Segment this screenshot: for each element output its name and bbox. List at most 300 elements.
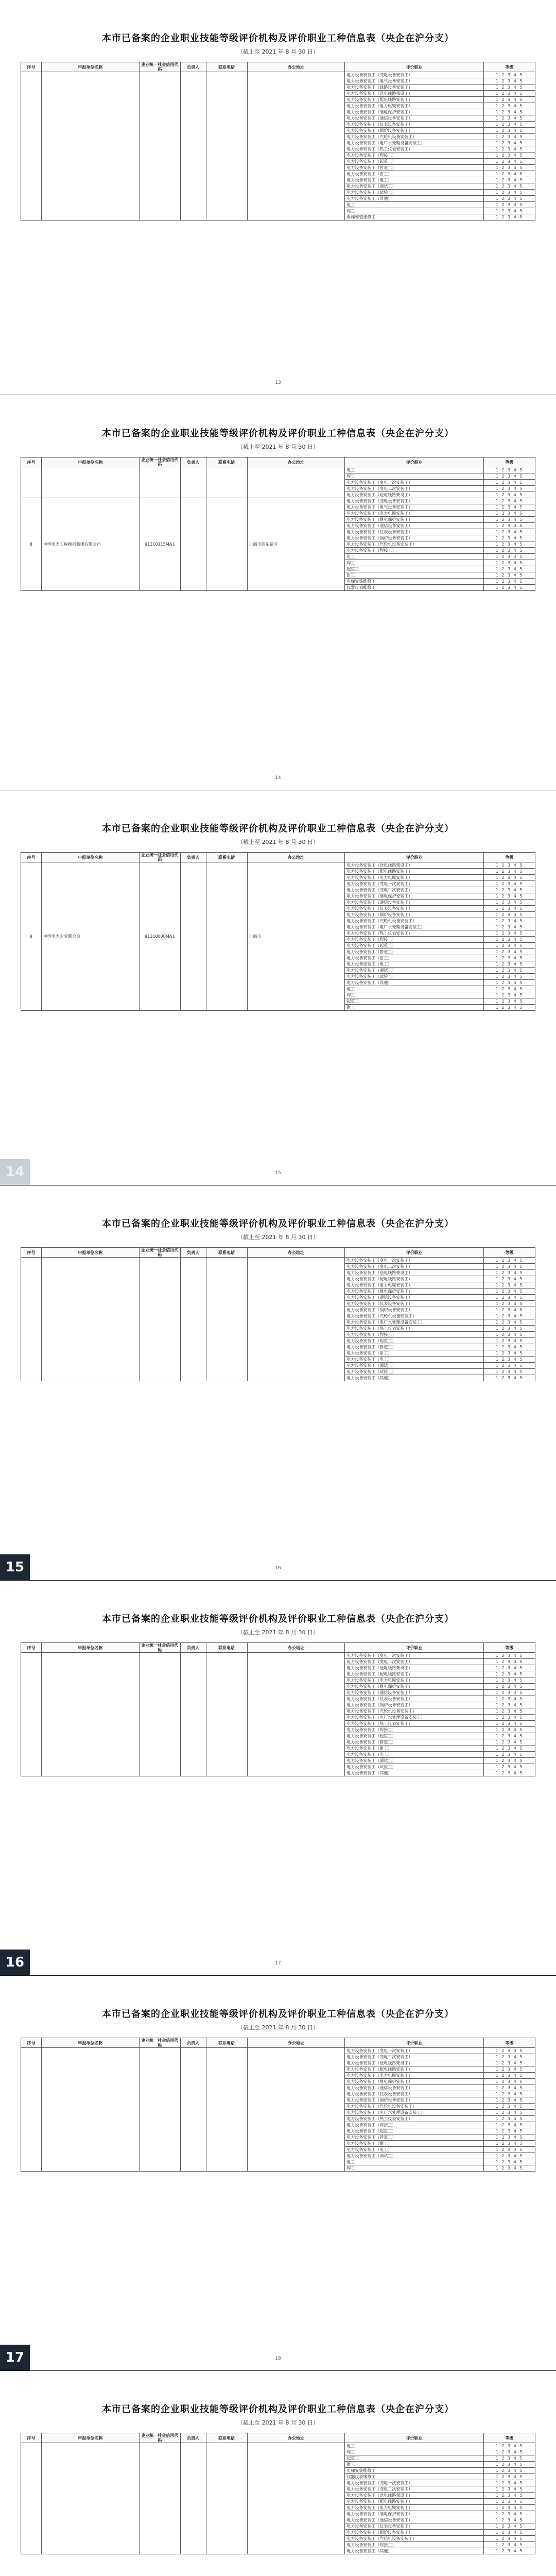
job-cell: 电力设备安装工（送电线路架设工）	[345, 2060, 484, 2066]
job-cell: 电力设备安装工（电力电缆安装工）	[345, 2073, 484, 2079]
level-cell: 1 2 3 4 5	[484, 523, 535, 529]
job-cell: 电力设备安装工（继电保护安装工）	[345, 1684, 484, 1690]
level-cell: 1 2 3 4 5	[484, 72, 535, 78]
org-name-cell: 中国电力企业联合会	[41, 862, 139, 1011]
address-cell	[247, 1258, 345, 1381]
job-cell: 电力设备安装工（变电二次安装工）	[345, 887, 484, 893]
level-cell: 1 2 3 4 5	[484, 183, 535, 190]
date-note: （截止至 2021 年 8 月 30 日）	[237, 2024, 319, 2031]
job-cell: 电力设备安装工（仪表设备安装工）	[345, 1696, 484, 1702]
job-cell: 焊工	[345, 208, 484, 214]
column-header: 办公地址	[247, 1248, 345, 1258]
job-cell: 电力设备安装工（调试工）	[345, 1363, 484, 1369]
level-cell: 1 2 3 4 5	[484, 1319, 535, 1326]
page-title: 本市已备案的企业职业技能等级评价机构及评价职业工种信息表（央企在沪分支）	[102, 823, 454, 834]
seq-cell: 8	[21, 498, 42, 591]
job-cell: 电力设备安装工（焊接工）	[345, 937, 484, 943]
seq-cell	[21, 1258, 42, 1381]
column-header: 企业统一社会信用代码	[139, 62, 180, 72]
job-cell: 电力设备安装工（汽轮机设备安装工）	[345, 1313, 484, 1319]
level-cell: 1 2 3 4 5	[484, 529, 535, 535]
level-cell: 1 2 3 4 5	[484, 1258, 535, 1264]
level-cell: 1 2 3 4 5	[484, 122, 535, 128]
level-cell: 1 2 3 4 5	[484, 986, 535, 992]
job-cell: 电力设备安装工（锅炉设备安装工）	[345, 1702, 484, 1708]
job-cell: 电力设备安装工（变电一次安装工）	[345, 1653, 484, 1659]
job-cell: 电力设备安装工（送电线路架设工）	[345, 862, 484, 869]
level-cell: 1 2 3 4 5	[484, 924, 535, 930]
column-header: 负责人	[180, 457, 206, 467]
page-title: 本市已备案的企业职业技能等级评价机构及评价职业工种信息表（央企在沪分支）	[102, 2009, 454, 2020]
info-table	[21, 1642, 535, 1776]
level-cell: 1 2 3 4 5	[484, 1301, 535, 1307]
level-cell: 1 2 3 4 5	[484, 918, 535, 924]
credit-code-cell	[139, 72, 180, 221]
info-table	[21, 62, 535, 221]
level-cell: 1 2 3 4 5	[484, 2153, 535, 2159]
job-cell: 电梯安装维修工	[345, 214, 484, 221]
page-number: 15	[275, 1171, 281, 1176]
column-header: 企业统一社会信用代码	[139, 1643, 180, 1653]
job-cell: 钳工	[345, 572, 484, 579]
level-cell: 1 2 3 4 5	[484, 2542, 535, 2548]
job-cell: 电力设备安装工（汽轮机设备安装工）	[345, 1708, 484, 1715]
job-cell: 电力设备安装工（变电二次安装工）	[345, 2486, 484, 2493]
level-cell: 1 2 3 4 5	[484, 2159, 535, 2165]
level-cell: 1 2 3 4 5	[484, 171, 535, 177]
column-header: 序号	[21, 1643, 42, 1653]
job-cell: 电力设备安装工（焊接工）	[345, 1727, 484, 1733]
job-cell: 电力设备安装工（电力电缆安装工）	[345, 875, 484, 881]
level-cell: 1 2 3 4 5	[484, 2443, 535, 2449]
level-cell: 1 2 3 4 5	[484, 1289, 535, 1295]
level-cell: 1 2 3 4 5	[484, 2480, 535, 2486]
job-cell: 电力设备安装工（变电二次安装工）	[345, 486, 484, 492]
page-title: 本市已备案的企业职业技能等级评价机构及评价职业工种信息表（央企在沪分支）	[102, 1614, 454, 1624]
credit-code-cell	[139, 1258, 180, 1381]
level-cell: 1 2 3 4 5	[484, 900, 535, 906]
level-cell: 1 2 3 4 5	[484, 2128, 535, 2134]
level-cell: 1 2 3 4 5	[484, 887, 535, 893]
level-cell: 1 2 3 4 5	[484, 1758, 535, 1764]
job-cell: 电力设备安装工（仪表设备安装工）	[345, 2091, 484, 2097]
level-cell: 1 2 3 4 5	[484, 1770, 535, 1776]
level-cell: 1 2 3 4 5	[484, 881, 535, 887]
job-cell: 电力设备安装工（电厂水处理设备安装工）	[345, 1715, 484, 1721]
page-number: 16	[275, 1566, 281, 1571]
column-header: 联系电话	[206, 457, 247, 467]
level-cell: 1 2 3 4 5	[484, 2116, 535, 2122]
column-header: 联系电话	[206, 62, 247, 72]
level-cell: 1 2 3 4 5	[484, 97, 535, 103]
job-cell: 电力设备安装工（热工仪表安装工）	[345, 2116, 484, 2122]
job-cell: 电力设备安装工（热工仪表安装工）	[345, 1721, 484, 1727]
level-cell: 1 2 3 4 5	[484, 980, 535, 986]
level-cell: 1 2 3 4 5	[484, 968, 535, 974]
page-title: 本市已备案的企业职业技能等级评价机构及评价职业工种信息表（央企在沪分支）	[102, 428, 454, 439]
job-cell: 电力设备安装工（配电线路安装工）	[345, 869, 484, 875]
level-cell: 1 2 3 4 5	[484, 2141, 535, 2147]
level-cell: 1 2 3 4 5	[484, 196, 535, 202]
level-cell: 1 2 3 4 5	[484, 2536, 535, 2542]
level-cell: 1 2 3 4 5	[484, 949, 535, 955]
level-cell: 1 2 3 4 5	[484, 190, 535, 196]
job-cell: 电工	[345, 986, 484, 992]
level-cell: 1 2 3 4 5	[484, 1727, 535, 1733]
job-cell: 电力设备安装工（继电保护安装工）	[345, 1289, 484, 1295]
job-cell: 电力设备安装工（电厂水处理设备安装工）	[345, 924, 484, 930]
job-cell: 电力设备安装工（配电线路安装工）	[345, 97, 484, 103]
column-header: 申报单位名称	[41, 2038, 139, 2048]
column-header: 企业统一社会信用代码	[139, 2433, 180, 2443]
page-number: 13	[275, 380, 281, 385]
level-cell: 1 2 3 4 5	[484, 480, 535, 486]
page-badge: 17	[0, 2345, 30, 2370]
job-cell: 电力设备安装工（钳工）	[345, 2141, 484, 2147]
job-cell: 电力设备安装工（继电保护安装工）	[345, 517, 484, 523]
job-cell: 电力设备安装工（电力电缆安装工）	[345, 1282, 484, 1289]
job-cell: 电工	[345, 202, 484, 208]
level-cell: 1 2 3 4 5	[484, 1276, 535, 1282]
level-cell: 1 2 3 4 5	[484, 1696, 535, 1702]
table-header-row	[21, 1248, 535, 1258]
page-number: 14	[275, 775, 281, 781]
job-cell: 电力设备安装工（送电线路架设工）	[345, 2493, 484, 2499]
column-header: 等级	[484, 853, 535, 862]
level-cell: 1 2 3 4 5	[484, 1005, 535, 1011]
job-cell: 电工	[345, 554, 484, 560]
level-cell: 1 2 3 4 5	[484, 2486, 535, 2493]
level-cell: 1 2 3 4 5	[484, 1665, 535, 1671]
level-cell: 1 2 3 4 5	[484, 1332, 535, 1338]
job-cell: 电力设备安装工（起重工）	[345, 2128, 484, 2134]
contact-cell	[180, 498, 206, 591]
level-cell: 1 2 3 4 5	[484, 2073, 535, 2079]
document-page	[0, 395, 556, 790]
job-cell: 电力设备安装工（试验工）	[345, 974, 484, 980]
level-cell: 1 2 3 4 5	[484, 2499, 535, 2505]
seq-cell: 9	[21, 862, 42, 1011]
job-cell: 电力设备安装工（钳工）	[345, 171, 484, 177]
job-cell: 电力设备安装工（送电线路架设工）	[345, 91, 484, 97]
phone-cell	[206, 1258, 247, 1381]
job-cell: 电力设备安装工（起重工）	[345, 1733, 484, 1739]
level-cell: 1 2 3 4 5	[484, 486, 535, 492]
contact-cell	[180, 1258, 206, 1381]
job-cell: 电工	[345, 2159, 484, 2165]
level-cell: 1 2 3 4 5	[484, 517, 535, 523]
job-cell: 电力设备安装工（电工）	[345, 1357, 484, 1363]
credit-code-cell	[139, 1653, 180, 1776]
job-cell: 电力设备安装工（汽轮机设备安装工）	[345, 918, 484, 924]
column-header: 负责人	[180, 853, 206, 862]
column-header: 负责人	[180, 2433, 206, 2443]
level-cell: 1 2 3 4 5	[484, 1764, 535, 1770]
job-cell: 电力设备安装工（热工仪表安装工）	[345, 146, 484, 152]
phone-cell	[206, 2048, 247, 2172]
job-cell: 电力设备安装工（电厂水处理设备安装工）	[345, 1319, 484, 1326]
level-cell: 1 2 3 4 5	[484, 202, 535, 208]
table-header-row	[21, 2433, 535, 2443]
job-cell: 电力设备安装工（调试工）	[345, 183, 484, 190]
job-cell: 电力设备安装工（管道工）	[345, 165, 484, 171]
page-title: 本市已备案的企业职业技能等级评价机构及评价职业工种信息表（央企在沪分支）	[102, 2404, 454, 2415]
level-cell: 1 2 3 4 5	[484, 2548, 535, 2554]
column-header: 序号	[21, 457, 42, 467]
column-header: 申报单位名称	[41, 62, 139, 72]
job-cell: 电力设备安装工（试验工）	[345, 1764, 484, 1770]
level-cell: 1 2 3 4 5	[484, 159, 535, 165]
column-header: 申报单位名称	[41, 2433, 139, 2443]
job-cell: 电力设备安装工（管道工）	[345, 2134, 484, 2141]
column-header: 负责人	[180, 2038, 206, 2048]
address-cell	[247, 2048, 345, 2172]
column-header: 申报单位名称	[41, 853, 139, 862]
level-cell: 1 2 3 4 5	[484, 2060, 535, 2066]
job-cell: 电力设备安装工（焊接工）	[345, 152, 484, 159]
level-cell: 1 2 3 4 5	[484, 2079, 535, 2085]
level-cell: 1 2 3 4 5	[484, 1264, 535, 1270]
level-cell: 1 2 3 4 5	[484, 2468, 535, 2474]
column-header: 评价职业	[345, 2038, 484, 2048]
column-header: 序号	[21, 2038, 42, 2048]
address-cell: 上海市浦东新区	[247, 498, 345, 591]
job-cell: 电力设备安装工（电厂水处理设备安装工）	[345, 140, 484, 146]
org-name-cell: 中国电力工程顾问集团有限公司	[41, 498, 139, 591]
level-cell: 1 2 3 4 5	[484, 998, 535, 1005]
job-cell: 电力设备安装工（起重工）	[345, 159, 484, 165]
level-cell: 1 2 3 4 5	[484, 943, 535, 949]
level-cell: 1 2 3 4 5	[484, 1344, 535, 1350]
column-header: 企业统一社会信用代码	[139, 1248, 180, 1258]
level-cell: 1 2 3 4 5	[484, 134, 535, 140]
table-header-row	[21, 62, 535, 72]
credit-code-cell: 91310000MA1	[139, 862, 180, 1011]
job-cell: 电力设备安装工（变电设备安装工）	[345, 498, 484, 504]
column-header: 评价职业	[345, 457, 484, 467]
contact-cell	[180, 72, 206, 221]
level-cell: 1 2 3 4 5	[484, 548, 535, 554]
document-page	[0, 1581, 556, 1976]
address-cell	[247, 72, 345, 221]
info-table	[21, 1247, 535, 1381]
level-cell: 1 2 3 4 5	[484, 2091, 535, 2097]
org-name-cell	[41, 2048, 139, 2172]
column-header: 等级	[484, 2038, 535, 2048]
job-cell: 仪器仪表维修工	[345, 585, 484, 591]
date-note: （截止至 2021 年 8 月 30 日）	[237, 48, 319, 55]
level-cell: 1 2 3 4 5	[484, 2474, 535, 2480]
job-cell: 电力设备安装工（电力电缆安装工）	[345, 1677, 484, 1684]
level-cell: 1 2 3 4 5	[484, 930, 535, 937]
column-header: 办公地址	[247, 1643, 345, 1653]
column-header: 序号	[21, 853, 42, 862]
level-cell: 1 2 3 4 5	[484, 146, 535, 152]
level-cell: 1 2 3 4 5	[484, 579, 535, 585]
level-cell: 1 2 3 4 5	[484, 1752, 535, 1758]
credit-code-cell	[139, 2048, 180, 2172]
table-header-row	[21, 853, 535, 862]
level-cell: 1 2 3 4 5	[484, 2511, 535, 2517]
level-cell: 1 2 3 4 5	[484, 140, 535, 146]
date-note: （截止至 2021 年 8 月 30 日）	[237, 1629, 319, 1636]
job-cell: 电力设备安装工（焊接工）	[345, 548, 484, 554]
job-cell: 电力设备安装工（热工仪表安装工）	[345, 1326, 484, 1332]
job-cell: 电力设备安装工（其他）	[345, 196, 484, 202]
contact-cell	[180, 2048, 206, 2172]
column-header: 评价职业	[345, 2433, 484, 2443]
job-cell: 电力设备安装工（通信设备安装工）	[345, 900, 484, 906]
job-cell: 钳工	[345, 1005, 484, 1011]
level-cell: 1 2 3 4 5	[484, 1690, 535, 1696]
level-cell: 1 2 3 4 5	[484, 2493, 535, 2499]
job-cell: 仪器仪表维修工	[345, 2474, 484, 2480]
column-header: 申报单位名称	[41, 1643, 139, 1653]
job-cell: 电力设备安装工（变电一次安装工）	[345, 1258, 484, 1264]
job-cell: 电力设备安装工（锅炉设备安装工）	[345, 2097, 484, 2104]
job-cell: 电力设备安装工（变电设备安装工）	[345, 72, 484, 78]
job-cell: 电力设备安装工（试验工）	[345, 1369, 484, 1375]
level-cell: 1 2 3 4 5	[484, 1282, 535, 1289]
job-cell: 电力设备安装工（电工）	[345, 961, 484, 968]
level-cell: 1 2 3 4 5	[484, 511, 535, 517]
job-cell: 电力设备安装工（钳工）	[345, 1350, 484, 1357]
job-cell: 电力设备安装工（其他）	[345, 2548, 484, 2554]
level-cell: 1 2 3 4 5	[484, 1659, 535, 1665]
job-cell: 焊工	[345, 473, 484, 480]
date-note: （截止至 2021 年 8 月 30 日）	[237, 2419, 319, 2426]
level-cell: 1 2 3 4 5	[484, 208, 535, 214]
column-header: 联系电话	[206, 2038, 247, 2048]
level-cell: 1 2 3 4 5	[484, 2455, 535, 2462]
table-header-row	[21, 1643, 535, 1653]
level-cell: 1 2 3 4 5	[484, 78, 535, 84]
job-cell: 电力设备安装工（起重工）	[345, 1338, 484, 1344]
document-page	[0, 790, 556, 1185]
seq-cell	[21, 1653, 42, 1776]
job-cell: 电力设备安装工（钳工）	[345, 955, 484, 961]
job-cell: 电力设备安装工（送电线路架设工）	[345, 1270, 484, 1276]
job-cell: 焊工	[345, 992, 484, 998]
level-cell: 1 2 3 4 5	[484, 1350, 535, 1357]
column-header: 等级	[484, 1643, 535, 1653]
org-name-cell	[41, 2443, 139, 2554]
level-cell: 1 2 3 4 5	[484, 1677, 535, 1684]
address-cell: 上海市	[247, 862, 345, 1011]
level-cell: 1 2 3 4 5	[484, 2134, 535, 2141]
column-header: 办公地址	[247, 853, 345, 862]
job-cell: 电力设备安装工（变电一次安装工）	[345, 2480, 484, 2486]
level-cell: 1 2 3 4 5	[484, 152, 535, 159]
level-cell: 1 2 3 4 5	[484, 109, 535, 115]
seq-cell	[21, 72, 42, 221]
job-cell: 电梯安装维修工	[345, 579, 484, 585]
job-cell: 电力设备安装工（调试工）	[345, 2153, 484, 2159]
level-cell: 1 2 3 4 5	[484, 2054, 535, 2060]
column-header: 负责人	[180, 1643, 206, 1653]
job-cell: 电力设备安装工（仪表设备安装工）	[345, 1301, 484, 1307]
page-number: 17	[275, 1961, 281, 1966]
level-cell: 1 2 3 4 5	[484, 2523, 535, 2530]
job-cell: 电力设备安装工（通信设备安装工）	[345, 1295, 484, 1301]
contact-cell	[180, 2443, 206, 2554]
level-cell: 1 2 3 4 5	[484, 1745, 535, 1752]
table-row	[21, 498, 535, 504]
job-cell: 电力设备安装工（管道工）	[345, 1344, 484, 1350]
column-header: 等级	[484, 2433, 535, 2443]
contact-cell	[180, 467, 206, 498]
column-header: 办公地址	[247, 457, 345, 467]
job-cell: 电力设备安装工（仪表设备安装工）	[345, 906, 484, 912]
level-cell: 1 2 3 4 5	[484, 1270, 535, 1276]
column-header: 企业统一社会信用代码	[139, 853, 180, 862]
job-cell: 电力设备安装工（变电二次安装工）	[345, 1659, 484, 1665]
job-cell: 电力设备安装工（通信设备安装工）	[345, 1690, 484, 1696]
job-cell: 电力设备安装工（变电二次安装工）	[345, 2054, 484, 2060]
column-header: 办公地址	[247, 2433, 345, 2443]
job-cell: 电力设备安装工（热工仪表安装工）	[345, 930, 484, 937]
column-header: 评价职业	[345, 1643, 484, 1653]
level-cell: 1 2 3 4 5	[484, 492, 535, 498]
level-cell: 1 2 3 4 5	[484, 1307, 535, 1313]
page-badge: 14	[0, 1159, 30, 1185]
phone-cell	[206, 498, 247, 591]
level-cell: 1 2 3 4 5	[484, 473, 535, 480]
job-cell: 电力设备安装工（锅炉设备安装工）	[345, 128, 484, 134]
level-cell: 1 2 3 4 5	[484, 115, 535, 122]
level-cell: 1 2 3 4 5	[484, 1357, 535, 1363]
level-cell: 1 2 3 4 5	[484, 214, 535, 221]
table-row	[21, 1258, 535, 1264]
info-table	[21, 2038, 535, 2172]
job-cell: 电力设备安装工（通信设备安装工）	[345, 115, 484, 122]
address-cell	[247, 2443, 345, 2554]
level-cell: 1 2 3 4 5	[484, 893, 535, 900]
job-cell: 电力设备安装工（起重工）	[345, 943, 484, 949]
document-page	[0, 2371, 556, 2576]
job-cell: 电力设备安装工（配电线路安装工）	[345, 2499, 484, 2505]
level-cell: 1 2 3 4 5	[484, 566, 535, 572]
level-cell: 1 2 3 4 5	[484, 961, 535, 968]
job-cell: 电力设备安装工（送电线路架设工）	[345, 492, 484, 498]
job-cell: 电力设备安装工（电工）	[345, 1752, 484, 1758]
job-cell: 钳工	[345, 2462, 484, 2468]
phone-cell	[206, 1653, 247, 1776]
job-cell: 电力设备安装工（线路设备安装工）	[345, 84, 484, 91]
level-cell: 1 2 3 4 5	[484, 1702, 535, 1708]
job-cell: 电力设备安装工（汽轮机设备安装工）	[345, 541, 484, 548]
job-cell: 电力设备安装工（仪表设备安装工）	[345, 529, 484, 535]
info-table	[21, 457, 535, 591]
job-cell: 焊工	[345, 2449, 484, 2455]
level-cell: 1 2 3 4 5	[484, 2066, 535, 2073]
phone-cell	[206, 467, 247, 498]
phone-cell	[206, 72, 247, 221]
level-cell: 1 2 3 4 5	[484, 912, 535, 918]
job-cell: 起重工	[345, 998, 484, 1005]
level-cell: 1 2 3 4 5	[484, 1733, 535, 1739]
job-cell: 电力设备安装工（通信设备安装工）	[345, 2085, 484, 2091]
page-title: 本市已备案的企业职业技能等级评价机构及评价职业工种信息表（央企在沪分支）	[102, 1218, 454, 1229]
job-cell: 电力设备安装工（仪表设备安装工）	[345, 2523, 484, 2530]
job-cell: 起重工	[345, 566, 484, 572]
level-cell: 1 2 3 4 5	[484, 560, 535, 566]
column-header: 评价职业	[345, 1248, 484, 1258]
column-header: 序号	[21, 1248, 42, 1258]
level-cell: 1 2 3 4 5	[484, 862, 535, 869]
column-header: 企业统一社会信用代码	[139, 457, 180, 467]
job-cell: 电力设备安装工（送电线路架设工）	[345, 1665, 484, 1671]
